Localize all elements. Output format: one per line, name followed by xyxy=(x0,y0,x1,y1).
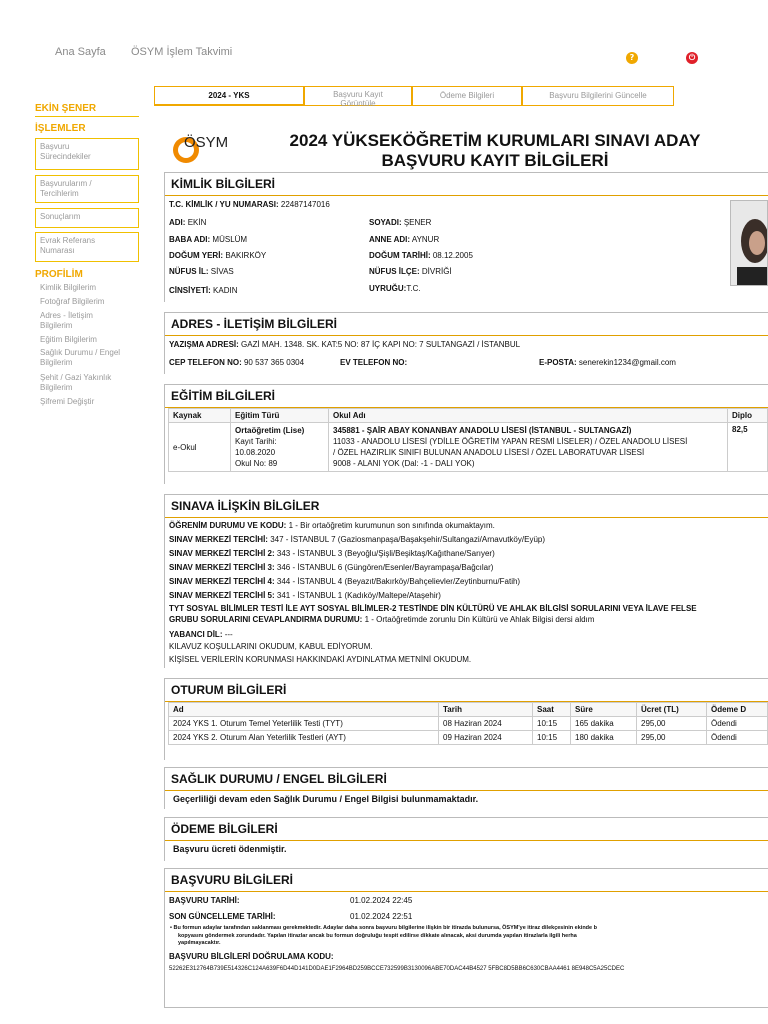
field-label: DOĞUM YERİ: xyxy=(169,251,224,260)
field-label: UYRUĞU: xyxy=(369,284,407,293)
yazisma-adresi-row xyxy=(169,340,520,349)
okul-tur-line: 11033 - ANADOLU LİSESİ (YDİLLE ÖĞRETİM YAPAN RESMİ LİSELER) / ÖZEL ANADOLU LİSESİ xyxy=(333,437,688,446)
basvuru-tarihi-value: 01.02.2024 22:45 xyxy=(350,896,413,905)
divider xyxy=(35,116,139,117)
okul-adi-cell xyxy=(329,423,728,472)
dogrulama-kodu-label xyxy=(169,952,334,961)
note-line: kopyasını göndermek zorundadır. Yapılan itirazlar ancak bu formun doğruluğu tespit edilirse dikkate alınacak, aksi durumda yapılan itirazlarla ilgili herha xyxy=(178,932,577,939)
dogrulama-kodu-value: 52262E312764B739E514326C124A639F6D44D141D0DAE1F2964BD259BCCE732599B3130096ABE70DAC44B4527 5FBC8D5BB6C630CBAA4461 8E948C5A25CDEC xyxy=(169,966,625,972)
tercih-5-row xyxy=(169,591,441,600)
nav-calendar-link[interactable]: ÖSYM İşlem Takvimi xyxy=(131,46,233,58)
sidebar-item-saglik[interactable] xyxy=(40,348,140,368)
basvuru-heading: BAŞVURU BİLGİLERİ xyxy=(165,869,768,892)
oturum-tarih: 08 Haziran 2024 xyxy=(439,717,533,731)
oturum-sure: 180 dakika xyxy=(571,731,637,745)
table-row xyxy=(169,423,768,472)
alan-dal-line: 9008 - ALANI YOK (Dal: -1 - DALI YOK) xyxy=(333,459,475,468)
oturum-saat: 10:15 xyxy=(533,731,571,745)
tercih-1-row xyxy=(169,535,545,544)
tc-value: 22487147016 xyxy=(280,200,330,209)
sidebar-item-fotograf[interactable]: Fotoğraf Bilgilerim xyxy=(40,297,105,306)
adres-heading: ADRES - İLETİŞİM BİLGİLERİ xyxy=(165,313,768,336)
oturum-ucret: 295,00 xyxy=(637,731,707,745)
kilavuz-onay: KILAVUZ KOŞULLARINI OKUDUM, KABUL EDİYORUM. xyxy=(169,642,373,651)
field-label: SINAV MERKEZİ TERCİHİ: xyxy=(169,535,268,544)
field-label: ANNE ADI: xyxy=(369,235,411,244)
sinav-heading: SINAVA İLİŞKİN BİLGİLER xyxy=(165,495,768,518)
odeme-section xyxy=(164,817,768,861)
field-label: SON GÜNCELLEME TARİHİ: xyxy=(169,912,276,921)
nufus-il-value: SİVAS xyxy=(210,267,234,276)
ogrenim-durumu-value: 1 - Bir ortaöğretim kurumunun son sınıfında okumaktayım. xyxy=(288,521,495,530)
anne-row xyxy=(369,235,439,244)
field-label: ADI: xyxy=(169,218,186,227)
tab-bar xyxy=(154,86,674,106)
field-label: SINAV MERKEZİ TERCİHİ 4: xyxy=(169,577,275,586)
sidebar-item-egitim[interactable]: Eğitim Bilgilerim xyxy=(40,335,97,344)
sidebar-item-basvuru-surecindekiler[interactable] xyxy=(35,138,139,170)
field-label: T.C. KİMLİK / YU NUMARASI: xyxy=(169,200,279,209)
nufus-ilce-row xyxy=(369,267,452,276)
sidebar-user-name: EKİN ŞENER xyxy=(35,103,97,114)
page-title-line2: BAŞVURU KAYIT BİLGİLERİ xyxy=(381,151,609,170)
tercih-4-row xyxy=(169,577,520,586)
field-label: EV TELEFON NO: xyxy=(340,358,408,367)
osym-logo-text: ÖSYM xyxy=(184,134,229,151)
field-label: CEP TELEFON NO: xyxy=(169,358,242,367)
field-label: NÜFUS İLÇE: xyxy=(369,267,420,276)
eposta-value: senerekin1234@gmail.com xyxy=(578,358,676,367)
table-header-row xyxy=(169,409,768,423)
diploma-value: 82,5 xyxy=(732,425,748,434)
field-label: SINAV MERKEZİ TERCİHİ 5: xyxy=(169,591,275,600)
oturum-table xyxy=(168,702,768,745)
tercih-5-value: 341 - İSTANBUL 1 (Kadıköy/Maltepe/Ataşehir) xyxy=(276,591,441,600)
kimlik-heading: KİMLİK BİLGİLERİ xyxy=(165,173,768,196)
oturum-ad: 2024 YKS 2. Oturum Alan Yeterlilik Testleri (AYT) xyxy=(169,731,439,745)
sidebar-item-label: Başvurularım / xyxy=(40,179,92,188)
sidebar-item-evrak-referans[interactable] xyxy=(35,232,139,262)
adi-row xyxy=(169,218,206,227)
oturum-odeme: Ödendi xyxy=(707,717,768,731)
tab-label: Başvuru Bilgilerini Güncelle xyxy=(549,91,647,100)
tab-label: Ödeme Bilgileri xyxy=(439,91,495,100)
oturum-sure: 165 dakika xyxy=(571,717,637,731)
tercih-4-value: 344 - İSTANBUL 4 (Beyazıt/Bakırköy/Bahçelievler/Zeytinburnu/Fatih) xyxy=(276,577,521,586)
field-label: BAŞVURU BİLGİLERİ DOĞRULAMA KODU: xyxy=(169,952,334,961)
nufus-il-row xyxy=(169,267,234,276)
kimlik-section xyxy=(164,172,768,302)
okul-no-value: Okul No: 89 xyxy=(235,459,278,468)
dogum-tarihi-row xyxy=(369,251,473,260)
tab-label: Görüntüle xyxy=(340,99,376,108)
tab-label: Başvuru Kayıt xyxy=(333,90,383,99)
sidebar-item-label: Bilgilerim xyxy=(40,358,73,367)
baba-row xyxy=(169,235,247,244)
field-label: YAZIŞMA ADRESİ: xyxy=(169,340,239,349)
avatar-photo xyxy=(731,201,768,286)
dogum-yeri-value: BAKIRKÖY xyxy=(225,251,267,260)
field-label: SOYADI: xyxy=(369,218,402,227)
col-diploma: Diplo xyxy=(728,409,768,423)
odeme-heading: ÖDEME BİLGİLERİ xyxy=(165,818,768,841)
kayit-tarihi-label: Kayıt Tarihi: xyxy=(235,437,277,446)
sidebar-item-label: Tercihlerim xyxy=(40,189,79,198)
tab-guncelle[interactable] xyxy=(522,86,674,106)
uyruk-row xyxy=(369,284,421,293)
basvuru-note xyxy=(170,925,597,948)
sidebar-item-label: Şehit / Gazi Yakınlık xyxy=(40,373,112,382)
field-label: DOĞUM TARİHİ: xyxy=(369,251,431,260)
son-guncelleme-value: 01.02.2024 22:51 xyxy=(350,912,413,921)
table-row xyxy=(169,731,768,745)
table-row xyxy=(169,717,768,731)
sidebar-islemler-heading: İŞLEMLER xyxy=(35,123,86,134)
field-label: ÖĞRENİM DURUMU VE KODU: xyxy=(169,521,287,530)
yabanci-dil-value: --- xyxy=(224,630,233,639)
note-line: • Bu formun adaylar tarafından saklanması gerekmektedir. Adaylar daha sonra başvuru bilgilerine ilişkin bir itirazda bulunursa, ÖSYM'ye itiraz dilekçesinin ekinde b xyxy=(170,925,597,931)
soyadi-row xyxy=(369,218,431,227)
col-kaynak: Kaynak xyxy=(169,409,231,423)
col-sure: Süre xyxy=(571,703,637,717)
oturum-heading: OTURUM BİLGİLERİ xyxy=(165,679,768,702)
din-kulturu-value: 1 - Ortaöğretimde zorunlu Din Kültürü ve Ahlak Bilgisi dersi aldım xyxy=(364,615,595,624)
ev-telefon-row xyxy=(340,358,407,367)
tercih-2-row xyxy=(169,549,495,558)
power-icon[interactable]: ⏻ xyxy=(686,52,698,64)
field-label: SINAV MERKEZİ TERCİHİ 2: xyxy=(169,549,275,558)
saglik-heading: SAĞLIK DURUMU / ENGEL BİLGİLERİ xyxy=(165,768,768,791)
tercih-2-value: 343 - İSTANBUL 3 (Beyoğlu/Şişli/Beşiktaş/Kağıthane/Sarıyer) xyxy=(276,549,495,558)
sidebar-item-label: Başvuru xyxy=(40,142,70,151)
table-header-row xyxy=(169,703,768,717)
son-guncelleme-row xyxy=(169,912,276,921)
dogum-tarihi-value: 08.12.2005 xyxy=(432,251,473,260)
cep-telefon-value: 90 537 365 0304 xyxy=(243,358,305,367)
okul-adi-value: 345881 - ŞAİR ABAY KONANBAY ANADOLU LİSESİ (İSTANBUL - SULTANGAZİ) xyxy=(333,426,632,435)
sidebar-item-label: Bilgilerim xyxy=(40,321,73,330)
tercih-1-value: 347 - İSTANBUL 7 (Gaziosmanpaşa/Başakşehir/Sultangazi/Arnavutköy/Eyüp) xyxy=(270,535,545,544)
kaynak-cell: e-Okul xyxy=(169,423,231,472)
sidebar-item-kimlik[interactable]: Kimlik Bilgilerim xyxy=(40,283,97,292)
tercih-3-row xyxy=(169,563,493,572)
uyruk-value: T.C. xyxy=(406,284,421,293)
sidebar-item-label: Sürecindekiler xyxy=(40,152,91,161)
col-ucret: Ücret (TL) xyxy=(637,703,707,717)
baba-value: MÜSLÜM xyxy=(212,235,248,244)
basvuru-tarihi-row xyxy=(169,896,240,905)
egitim-heading: EĞİTİM BİLGİLERİ xyxy=(165,385,768,408)
sidebar-item-label: Evrak Referans xyxy=(40,236,96,245)
ogrenim-durumu-row xyxy=(169,521,495,530)
tab-odeme[interactable] xyxy=(412,86,522,106)
nav-home-link[interactable]: Ana Sayfa xyxy=(55,46,106,58)
field-label: E-POSTA: xyxy=(539,358,577,367)
field-label: SINAV MERKEZİ TERCİHİ 3: xyxy=(169,563,275,572)
egitim-turu-cell xyxy=(231,423,329,472)
col-odeme: Ödeme D xyxy=(707,703,768,717)
field-label: BAŞVURU TARİHİ: xyxy=(169,896,240,905)
help-icon[interactable]: ? xyxy=(626,52,638,64)
tab-label: 2024 - YKS xyxy=(208,91,250,100)
oturum-ucret: 295,00 xyxy=(637,717,707,731)
oturum-tarih: 09 Haziran 2024 xyxy=(439,731,533,745)
field-label: TYT SOSYAL BİLİMLER TESTİ İLE AYT SOSYAL BİLİMLER-2 TESTİNDE DİN KÜLTÜRÜ VE AHLAK BİLGİSİ SORULARINI VEYA İLAVE FELSE xyxy=(169,604,697,613)
oturum-saat: 10:15 xyxy=(533,717,571,731)
yabanci-dil-row xyxy=(169,630,233,639)
note-text: Bu formun adaylar tarafından saklanması gerekmektedir. Adaylar daha sonra başvuru bilgilerine ilişkin bir itirazda bulunursa, ÖSYM'ye itiraz dilekçesinin ekinde b xyxy=(173,925,597,931)
kayit-tarihi-value: 10.08.2020 xyxy=(235,448,276,457)
field-label: GRUBU SORULARINI CEVAPLANDIRMA DURUMU: xyxy=(169,615,363,624)
col-tarih: Tarih xyxy=(439,703,533,717)
yazisma-adresi-value: GAZİ MAH. 1348. SK. KAT:5 NO: 87 İÇ KAPI NO: 7 SULTANGAZİ / İSTANBUL xyxy=(241,340,521,349)
tab-yks[interactable] xyxy=(154,86,304,106)
cinsiyet-row xyxy=(169,286,237,295)
sidebar-item-adres[interactable] xyxy=(40,311,140,331)
oturum-ad: 2024 YKS 1. Oturum Temel Yeterlilik Testi (TYT) xyxy=(169,717,439,731)
field-label: BABA ADI: xyxy=(169,235,211,244)
eposta-row xyxy=(539,358,676,367)
kvkk-onay: KİŞİSEL VERİLERİN KORUNMASI HAKKINDAKİ AYDINLATMA METNİNİ OKUDUM. xyxy=(169,655,472,664)
anne-value: AYNUR xyxy=(411,235,440,244)
avatar xyxy=(730,200,768,286)
adi-value: EKİN xyxy=(187,218,207,227)
sidebar-item-label: Bilgilerim xyxy=(40,383,73,392)
sidebar-item-label: Sağlık Durumu / Engel xyxy=(40,348,121,357)
col-egitim-turu: Eğitim Türü xyxy=(231,409,329,423)
sidebar-item-basvurularim[interactable] xyxy=(35,175,139,203)
note-line: yapılmayacaktır. xyxy=(178,940,221,946)
col-okul-adi: Okul Adı xyxy=(329,409,728,423)
field-label: NÜFUS İL: xyxy=(169,267,209,276)
sidebar-item-label: Adres - İletişim xyxy=(40,311,93,320)
sidebar-item-sifre[interactable]: Şifremi Değiştir xyxy=(40,397,95,406)
field-label: CİNSİYETİ: xyxy=(169,286,211,295)
cinsiyet-value: KADIN xyxy=(213,286,238,295)
page-title-line1: 2024 YÜKSEKÖĞRETİM KURUMLARI SINAVI ADAY xyxy=(289,131,701,150)
sidebar-item-sehit-gazi[interactable] xyxy=(40,373,140,393)
tercih-3-value: 346 - İSTANBUL 6 (Güngören/Esenler/Bayrampaşa/Bağcılar) xyxy=(276,563,494,572)
cep-telefon-row xyxy=(169,358,304,367)
diploma-cell xyxy=(728,423,768,472)
sidebar-profil-heading: PROFİLİM xyxy=(35,269,83,280)
odeme-text: Başvuru ücreti ödenmiştir. xyxy=(173,844,287,854)
egitim-turu-value: Ortaöğretim (Lise) xyxy=(235,426,305,435)
dogum-yeri-row xyxy=(169,251,266,260)
sidebar-item-label: Numarası xyxy=(40,246,75,255)
sidebar-item-label: Sonuçlarım xyxy=(40,212,81,221)
tab-basvuru-kayit[interactable] xyxy=(304,86,412,106)
col-saat: Saat xyxy=(533,703,571,717)
tyt-din-kulturu-row-2 xyxy=(169,615,594,624)
tyt-din-kulturu-row xyxy=(169,604,697,613)
tc-row xyxy=(169,200,330,209)
osym-logo xyxy=(170,128,240,168)
field-label: YABANCI DİL: xyxy=(169,630,223,639)
col-ad: Ad xyxy=(169,703,439,717)
egitim-table xyxy=(168,408,768,472)
oturum-odeme: Ödendi xyxy=(707,731,768,745)
sidebar-item-sonuclarim[interactable] xyxy=(35,208,139,228)
nufus-ilce-value: DİVRİĞİ xyxy=(421,267,452,276)
saglik-text: Geçerliliği devam eden Sağlık Durumu / Engel Bilgisi bulunmamaktadır. xyxy=(173,794,479,804)
okul-tur-line: / ÖZEL HAZIRLIK SINIFI BULUNAN ANADOLU LİSESİ / ÖZEL LABORATUVAR LİSESİ xyxy=(333,448,645,457)
page-title xyxy=(250,131,740,171)
soyadi-value: ŞENER xyxy=(403,218,432,227)
